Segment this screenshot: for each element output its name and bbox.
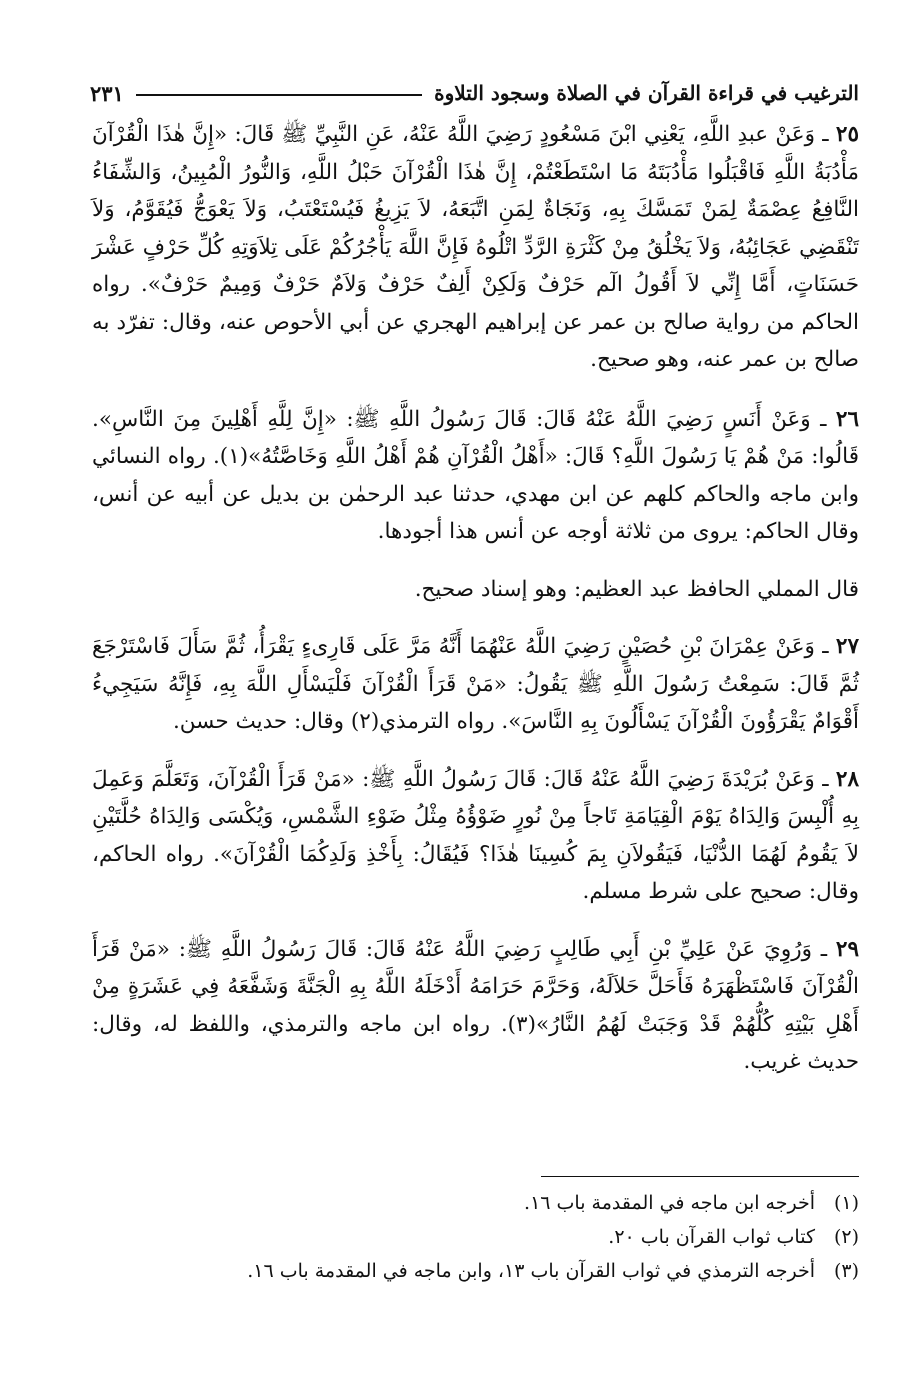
header-rule [136,94,422,96]
footnote-text: أخرجه الترمذي في ثواب القرآن باب ١٣، وابن ماجه في المقدمة باب ١٦. [247,1260,815,1282]
footnote-text: كتاب ثواب القرآن باب ٢٠. [608,1226,815,1248]
hadith-text: ـ وَعَنْ بُرَيْدَةَ رَضِيَ اللَّهُ عَنْهُ قَالَ: قَالَ رَسُولُ اللَّهِ ﷺ: «مَنْ قَرَأَ الْقُرْآنَ، وَتَعَلَّمَ وَعَمِلَ بِهِ أُلْبِسَ وَالِدَاهُ يَوْمَ الْقِيَامَةِ تَاجاً مِنْ نُورٍ ضَوْؤُهُ مِثْلُ ضَوْءِ الشَّمْسِ، وَيُكْسَى وَالِدَاهُ حُلَّتَيْنِ لاَ يَقُومُ لَهُمَا الدُّنْيَا، فَيَقُولاَنِ بِمَ كُسِينَا هٰذَا؟ فَيُقَالُ: بِأَخْذِ وَلَدِكُمَا الْقُرْآنَ». رواه الحاكم، وقال: صحيح على شرط مسلم. [92,766,859,904]
hadith-25 [92,116,859,379]
hadith-text: ـ وَعَنْ عبدِ اللَّهِ، يَعْنِي ابْنَ مَسْعُودٍ رَضِيَ اللَّهُ عَنْهُ، عَنِ النَّبِيِّ ﷺ قَالَ: «إِنَّ هٰذَا الْقُرْآنَ مَأْدُبَةُ اللَّهِ فَاقْبَلُوا مَأْدُبَتَهُ مَا اسْتَطَعْتُمْ، إِنَّ هٰذَا الْقُرْآنَ حَبْلُ اللَّهِ، وَالنُّورُ الْمُبِينُ، وَالشِّفَاءُ النَّافِعُ عِصْمَةٌ لِمَنْ تَمَسَّكَ بِهِ، وَنَجَاةٌ لِمَنِ اتَّبَعَهُ، لاَ يَزِيغُ فَيُسْتَعْتَبُ، وَلاَ يَعْوَجُّ فَيُقَوَّمُ، وَلاَ تَنْقَضِي عَجَائِبُهُ، وَلاَ يَخْلُقُ مِنْ كَثْرَةِ الرَّدِّ اتْلُوهُ فَإِنَّ اللَّهَ يَأْجُرُكُمْ عَلَى تِلاَوَتِهِ كُلِّ حَرْفٍ عَشْرَ حَسَنَاتٍ، أَمَّا إِنِّي لاَ أَقُولُ الٓم حَرْفٌ وَلَكِنْ أَلِفٌ حَرْفٌ وَلاَمٌ حَرْفٌ وَمِيمٌ حَرْفٌ». رواه الحاكم من رواية صالح بن عمر عن إبراهيم الهجري عن أبي الأحوص عنه، وقال: تفرّد به صالح بن عمر عنه، وهو صحيح. [92,122,859,372]
hadith-text: ـ وَرُوِيَ عَنْ عَلِيِّ بْنِ أَبِي طَالِبٍ رَضِيَ اللَّهُ عَنْهُ قَالَ: قَالَ رَسُولُ اللَّهِ ﷺ: «مَنْ قَرَأَ الْقُرْآنَ فَاسْتَظْهَرَهُ فَأَحَلَّ حَلاَلَهُ، وَحَرَّمَ حَرَامَهُ أَدْخَلَهُ اللَّهُ بِهِ الْجَنَّةَ وَشَفَّعَهُ فِي عَشَرَةٍ مِنْ أَهْلِ بَيْتِهِ كُلُّهُمْ قَدْ وَجَبَتْ لَهُمُ النَّارُ»(٣). رواه ابن ماجه والترمذي، واللفظ له، وقال: حديث غريب. [92,936,859,1074]
hadith-28 [92,761,859,911]
hadith-number: ٢٥ [835,122,859,147]
footnotes [92,1186,859,1288]
footnote-mark: (٣) [833,1260,859,1282]
footnote-text: أخرجه ابن ماجه في المقدمة باب ١٦. [524,1192,815,1214]
page-number: ٢٣١ [90,80,124,106]
hadith-number: ٢٧ [835,634,859,659]
footnote-1 [92,1186,859,1220]
header-title: الترغيب في قراءة القرآن في الصلاة وسجود التلاوة [434,81,859,105]
footnote-mark: (١) [833,1192,859,1214]
hadith-number: ٢٨ [835,766,859,792]
footnote-3 [92,1254,859,1288]
footnote-mark: (٢) [833,1226,859,1248]
footnote-2 [92,1220,859,1254]
hadith-29 [92,931,859,1081]
hadith-text: ـ وَعَنْ عِمْرَانَ بْنِ حُصَيْنٍ رَضِيَ اللَّهُ عَنْهُمَا أَنَّهُ مَرَّ عَلَى قَارِىءٍ يَقْرَأُ، ثُمَّ سَأَلَ فَاسْتَرْجَعَ ثُمَّ قَالَ: سَمِعْتُ رَسُولَ اللَّهِ ﷺ يَقُولُ: «مَنْ قَرَأَ الْقُرْآنَ فَلْيَسْأَلِ اللَّهَ بِهِ، فَإِنَّهُ سَيَجِيءُ أَقْوَامٌ يَقْرَؤُونَ الْقُرْآنَ يَسْأَلُونَ بِهِ النَّاسَ». رواه الترمذي(٢) وقال: حديث حسن. [92,634,859,734]
hadith-26 [92,401,859,551]
hadith-number: ٢٩ [835,936,859,962]
footnote-separator [541,1176,859,1177]
hadith-text: ـ وَعَنْ أَنَسٍ رَضِيَ اللَّهُ عَنْهُ قَالَ: قَالَ رَسُولُ اللَّهِ ﷺ: «إِنَّ لِلَّهِ أَهْلِينَ مِنَ النَّاسِ». قَالُوا: مَنْ هُمْ يَا رَسُولَ اللَّهِ؟ قَالَ: «أَهْلُ الْقُرْآنِ هُمْ أَهْلُ اللَّهِ وَخَاصَّتُهُ»(١). رواه النسائي وابن ماجه والحاكم كلهم عن ابن مهدي، حدثنا عبد الرحمٰن بن بديل عن أبيه عن أنس، وقال الحاكم: يروى من ثلاثة أوجه عن أنس هذا أجودها. [92,406,859,544]
page-body [92,116,859,1081]
hadith-number: ٢٦ [835,406,859,432]
running-header [90,76,859,110]
hadith-27 [92,628,859,741]
hadith-26-note: قال المملي الحافظ عبد العظيم: وهو إسناد صحيح. [414,576,859,602]
